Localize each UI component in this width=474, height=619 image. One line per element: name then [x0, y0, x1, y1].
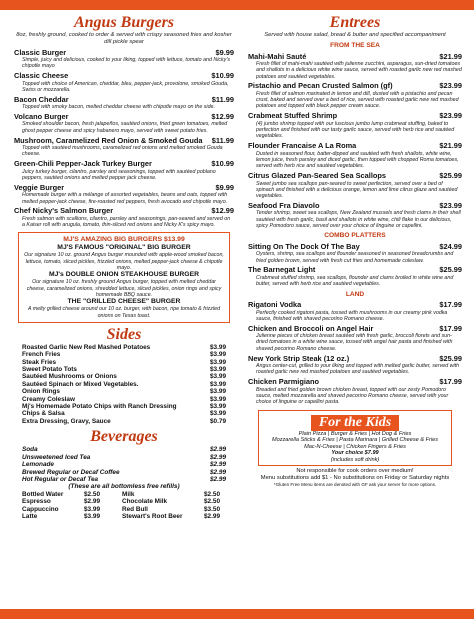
bottom-border: [0, 609, 474, 619]
beverage-item: [14, 461, 234, 468]
beverages-heading: Beverages: [90, 428, 158, 446]
menu-item: [14, 160, 234, 181]
item-price: $25.99: [439, 171, 462, 181]
kids-box: [258, 410, 452, 467]
menu-item: [14, 96, 234, 111]
item-desc: Topped with sautéed mushrooms, caramelized red onions and melted smoked Gouda cheese.: [22, 145, 223, 158]
item-name: Seafood Fra Diavolo: [248, 200, 320, 210]
item-price: $9.99: [215, 182, 234, 192]
menu-item: [248, 53, 462, 80]
box-item-desc: Our signature 10 oz. ground Angus burger mounded with apple-wood smoked bacon, lettuce, tomato, sliced pickles, frizzled onions, melted pepper-jack cheese & chipotle mayo.: [24, 252, 224, 272]
big-burgers-box: [18, 232, 230, 322]
beverage-pair: [14, 491, 234, 498]
item-price: $12.99: [211, 111, 234, 121]
item-price: $23.99: [439, 111, 462, 121]
beverage-name: Chocolate Milk: [122, 498, 168, 506]
right-column: [248, 14, 462, 488]
footer-note: Menu substitutions add $1 - No substitutions on Friday or Saturday nights: [260, 475, 450, 482]
item-price: $21.99: [439, 141, 462, 151]
beverage-name: Red Bull: [122, 505, 148, 513]
left-column: [14, 14, 234, 520]
item-name: Chicken and Broccoli on Angel Hair: [248, 323, 374, 333]
beverage-price: $3.99: [84, 505, 100, 513]
sea-heading: FROM THE SEA: [330, 42, 380, 49]
box-item-name: MJ's DOUBLE ONION STEAKHOUSE BURGER: [48, 271, 200, 279]
item-desc: Julienne pieces of chicken breast sautéed with fresh garlic, broccoli florets and sun-dried tomatoes in a white wine sauce, tossed with angel hair pasta and finished with shaved pecorino Romano cheese.: [256, 333, 453, 352]
burgers-heading: Angus Burgers: [73, 14, 175, 31]
side-name: Sautéed Spinach or Mixed Vegetables.: [22, 380, 139, 388]
kids-choice: Your choice $7.99: [331, 450, 379, 457]
beverage-price: $2.50: [84, 490, 100, 498]
beverage-pair: [14, 498, 234, 505]
kids-line: Mac-N-Cheese | Chicken Fingers & Fries: [304, 443, 406, 450]
side-item: [14, 359, 234, 366]
menu-item: [248, 355, 462, 376]
beverage-price: $2.50: [204, 498, 220, 506]
beverage-price: $2.99: [210, 461, 226, 469]
side-item: [14, 388, 234, 395]
top-border: [0, 0, 474, 10]
kids-line: Plain Pizza | Burger & Fries | Hot Dog & Fries: [298, 430, 412, 437]
menu-item: [248, 325, 462, 352]
beverage-pair: [14, 513, 234, 520]
item-price: $17.99: [439, 323, 462, 333]
side-price: $3.99: [210, 373, 226, 381]
refill-note: [14, 483, 234, 490]
item-price: $10.99: [211, 159, 234, 169]
kids-line: Mozzarella Sticks & Fries | Pasta Marinara | Grilled Cheese & Fries: [271, 437, 439, 444]
item-desc: Juicy turkey burger, cilantro, parsley and seasonings, topped with sautéed poblano peppers, sautéed onions and melted pepper jack cheese.: [22, 168, 216, 181]
beverage-name: Cappuccino: [22, 505, 59, 513]
item-desc: Sweet jumbo sea scallops pan-seared to sweet perfection, served over a bed of spinach and finished with a delicious orange, lemon and lime citrus glaze and sautéed vegetables.: [256, 180, 458, 200]
side-price: $3.99: [210, 388, 226, 396]
item-desc: Crabmeat stuffed shrimp, sea scallops, flounder and clams broiled in white wine and butter, served with herb rice and sautéed vegetables.: [256, 274, 454, 288]
footer-note: Not responsible for cook orders over medium!: [296, 468, 414, 475]
menu-item: [248, 301, 462, 322]
item-name: Green-Chili Pepper-Jack Turkey Burger: [14, 159, 152, 169]
menu-item: [248, 202, 462, 229]
side-name: Sautéed Mushrooms or Onions: [22, 373, 117, 381]
kids-heading: For the Kids: [311, 415, 399, 431]
beverage-list: [14, 446, 234, 520]
beverage-name: Hot Regular or Decaf Tea: [22, 475, 99, 483]
beverage-price: $2.99: [210, 468, 226, 476]
entrees-heading: Entrees: [329, 14, 381, 31]
beverage-price: $2.99: [204, 512, 220, 520]
beverage-price: $2.99: [84, 498, 100, 506]
item-name: Veggie Burger: [14, 182, 65, 192]
menu-item: [14, 137, 234, 158]
side-price: $3.99: [210, 343, 226, 351]
item-desc: Oysters, shrimp, sea scallops and flounder seasoned in seasoned breadcrumbs and fried golden brown, served with fresh cut fries and homemade coleslaw.: [256, 251, 454, 264]
beverage-name: Milk: [122, 490, 135, 498]
menu-item: [248, 266, 462, 287]
side-item: [14, 373, 234, 380]
item-name: Chicken Parmigiano: [248, 377, 320, 387]
side-item: [14, 403, 234, 410]
item-name: Classic Cheese: [14, 71, 69, 81]
box-title: MJ'S AMAZING BIG BURGERS: [63, 236, 163, 244]
beverage-name: Brewed Regular or Decaf Coffee: [22, 468, 120, 476]
side-item: [14, 410, 234, 417]
item-price: $24.99: [439, 241, 462, 251]
side-name: Extra Dressing, Gravy, Sauce: [22, 417, 111, 425]
side-name: French Fries: [22, 351, 61, 359]
item-name: Bacon Cheddar: [14, 94, 69, 104]
beverage-name: Stewart's Root Beer: [122, 512, 183, 520]
beverage-name: Espresso: [22, 498, 51, 506]
side-name: Roasted Garlic New Red Mashed Potatoes: [22, 343, 151, 351]
item-name: Pistachio and Pecan Crusted Salmon (gf): [248, 81, 393, 91]
item-price: $11.99: [211, 135, 234, 145]
item-name: Chef Nicky's Salmon Burger: [14, 206, 114, 216]
item-desc: Homemade burger with a mélange of assorted vegetables, beans and oats, topped with melted pepper-jack cheese, fire-roasted red peppers, fresh avocado and chipotle mayo.: [22, 192, 228, 205]
side-price: $3.99: [210, 380, 226, 388]
item-name: Rigatoni Vodka: [248, 300, 302, 310]
side-item: [14, 418, 234, 425]
side-item: [14, 351, 234, 358]
item-price: $21.99: [439, 51, 462, 61]
item-name: Citrus Glazed Pan-Seared Sea Scallops: [248, 171, 387, 181]
item-price: $23.99: [439, 200, 462, 210]
menu-item: [14, 184, 234, 205]
item-desc: Fresh salmon with scallions, cilantro, parsley and seasonings, pan-seared and served on a Kaiser roll with arugula, tomato, thin-sliced red onions and Nicky K's spicy mayo.: [22, 215, 231, 229]
item-price: $23.99: [439, 81, 462, 91]
beverage-price: $2.99: [210, 453, 226, 461]
side-price: $3.99: [210, 410, 226, 418]
menu-item: [248, 82, 462, 109]
beverage-price: $2.50: [204, 490, 220, 498]
menu-item: [248, 172, 462, 199]
item-desc: Smoked shoulder bacon, fresh jalapeños, sautéed onions, fried green tomatoes, melted ghost pepper cheese and spicy habanero mayo, served with sweet potato fries.: [22, 121, 228, 134]
item-desc: Topped with choice of American, cheddar, bleu, pepper-jack, provolone, smoked Gouda, Swiss or mozzarella.: [22, 80, 229, 93]
item-name: New York Strip Steak (12 oz.): [248, 353, 350, 363]
refill-text: (These are all bottomless free refills): [68, 483, 180, 491]
box-price: $13.99: [163, 236, 185, 244]
beverage-name: Latte: [22, 512, 38, 520]
footer-gf-note: *Gluten Free Menu items are denoted with GF ask your server for more options.: [273, 482, 437, 488]
item-name: Flounder Francaise A La Roma: [248, 141, 357, 151]
item-desc: Perfectly cooked rigatoni pasta, tossed with mushrooms in our creamy pink vodka sauce, finished with shaved pecorino Romano cheese.: [256, 309, 448, 322]
side-price: $3.99: [210, 403, 226, 411]
menu-item: [14, 49, 234, 70]
item-desc: Angus center-cut, grilled to your liking and topped with melted garlic butter, served with roasted garlic new red mashed potatoes and sautéed vegetables.: [256, 363, 460, 376]
item-price: $17.99: [439, 377, 462, 387]
item-price: $12.99: [211, 206, 234, 216]
item-desc: Tender shrimp, sweet sea scallops, New Zealand mussels and fresh clams in their shell sautéed with fresh garlic, basil and shallots in white wine, chili flake in our delicious, spicy Pomodoro sauce, served over your choice of linguine or capellini.: [256, 210, 461, 230]
item-desc: Dusted in seasoned flour, batter-dipped and sautéed with fresh shallots, white wine, lemon juice, fresh parsley and diced garlic, then topped with chopped Roma tomatoes, served with herb rice and sautéed vegetables.: [256, 150, 459, 170]
side-price: $3.99: [210, 366, 226, 374]
item-name: The Barnegat Light: [248, 265, 316, 275]
item-desc: Topped with smoky bacon, melted cheddar cheese with chipotle mayo on the side.: [22, 104, 215, 111]
menu-item: [248, 142, 462, 169]
box-item-name: MJ'S FAMOUS "ORIGINAL" BIG BURGER: [57, 244, 191, 252]
burger-list: [14, 49, 234, 229]
combo-heading: COMBO PLATTERS: [324, 232, 386, 240]
beverage-item: [14, 469, 234, 476]
side-name: Onion Rings: [22, 388, 60, 396]
beverage-item: [14, 454, 234, 461]
side-item: [14, 366, 234, 373]
burgers-intro: 8oz, freshly ground, cooked to order & served with crispy seasoned fries and kosher dill pickle spear: [16, 32, 232, 45]
item-name: Volcano Burger: [14, 111, 69, 121]
side-item: [14, 381, 234, 388]
box-item-name: THE "GRILLED CHEESE" BURGER: [67, 298, 181, 306]
item-name: Sitting On The Dock Of The Bay: [248, 241, 360, 251]
item-name: Classic Burger: [14, 47, 67, 57]
side-name: Creamy Coleslaw: [22, 395, 75, 403]
side-name: Steak Fries: [22, 358, 57, 366]
menu-item: [14, 113, 234, 134]
beverage-price: $3.50: [204, 505, 220, 513]
beverage-item: [14, 476, 234, 483]
item-desc: Simple, juicy and delicious, cooked to your liking, topped with lettuce, tomato and Nicky's chipotle mayo: [22, 57, 230, 70]
item-price: $10.99: [211, 71, 234, 81]
menu-item: [248, 243, 462, 264]
menu-item: [248, 112, 462, 139]
side-price: $3.99: [210, 358, 226, 366]
menu-item: [248, 378, 462, 405]
kids-sub: (includes soft drink): [330, 456, 380, 463]
beverage-price: $2.99: [210, 446, 226, 454]
beverage-name: Bottled Water: [22, 490, 64, 498]
menu-item: [14, 72, 234, 93]
side-price: $3.99: [210, 395, 226, 403]
item-price: $25.99: [439, 353, 462, 363]
item-price: $9.99: [215, 47, 234, 57]
beverage-item: [14, 446, 234, 453]
box-item-desc: Our signature 10 oz. freshly ground Angus burger, topped with melted cheddar cheese, caramelized onions, shredded lettuce, sliced pickles, onion rings and spicy homemade BBQ sauce.: [26, 279, 222, 298]
item-price: $25.99: [439, 265, 462, 275]
item-desc: (4) jumbo shrimp topped with our luscious jumbo lump crabmeat stuffing, baked to perfection and finished with our tasty garlic sauce, served with herb rice and sautéed vegetables.: [256, 120, 455, 140]
side-item: [14, 344, 234, 351]
beverage-price: $3.99: [84, 512, 100, 520]
land-heading: LAND: [345, 290, 365, 298]
side-name: Chips & Salsa: [22, 410, 65, 418]
beverage-name: Soda: [22, 446, 38, 454]
menu-item: [14, 207, 234, 228]
beverage-name: Unsweetened Iced Tea: [22, 453, 91, 461]
item-desc: Fresh fillet of salmon marinated in lemon and dill, dusted with a pistachio and pecan crust, baked and served over a bed of rice, served with roasted garlic new red mashed potatoes and topped with black pepper cream sauce.: [256, 90, 459, 110]
item-name: Mushroom, Caramelized Red Onion & Smoked Gouda: [14, 135, 203, 145]
item-price: $17.99: [439, 300, 462, 310]
side-price: $3.99: [210, 351, 226, 359]
sides-heading: Sides: [106, 325, 142, 343]
side-name: Mj's Homemade Potato Chips with Ranch Dressing: [22, 403, 177, 411]
item-desc: Fresh fillet of mahi-mahi sautéed with julienne zucchini, asparagus, sun-dried tomatoes and shallots in a delicious white wine sauce, served with roasted garlic new red mashed potatoes and sautéed vegetables.: [256, 61, 462, 80]
side-name: Sweet Potato Tots: [22, 366, 77, 374]
entrees-intro: Served with house salad, bread & butter and specified accompaniment: [264, 32, 446, 38]
big-burgers-title: [23, 236, 225, 244]
item-price: $11.99: [211, 94, 234, 104]
side-price: $0.79: [210, 417, 226, 425]
sides-list: [14, 344, 234, 425]
beverage-name: Lemonade: [22, 461, 54, 469]
item-desc: Breaded and fried golden brown chicken breast, topped with our zesty Pomodoro sauce, melted mozzarella and shaved pecorino Romano cheese, served with your choice of linguine or capellini pasta.: [256, 386, 449, 406]
beverage-price: $2.99: [210, 475, 226, 483]
box-item-desc: A melty grilled cheese around our 10 oz. burger, with bacon, ripe tomato & frizzled onions on Texas toast.: [27, 306, 221, 319]
item-name: Mahi-Mahi Sauté: [248, 51, 307, 61]
beverage-pair: [14, 506, 234, 513]
item-name: Crabmeat Stuffed Shrimp: [248, 111, 338, 121]
side-item: [14, 396, 234, 403]
